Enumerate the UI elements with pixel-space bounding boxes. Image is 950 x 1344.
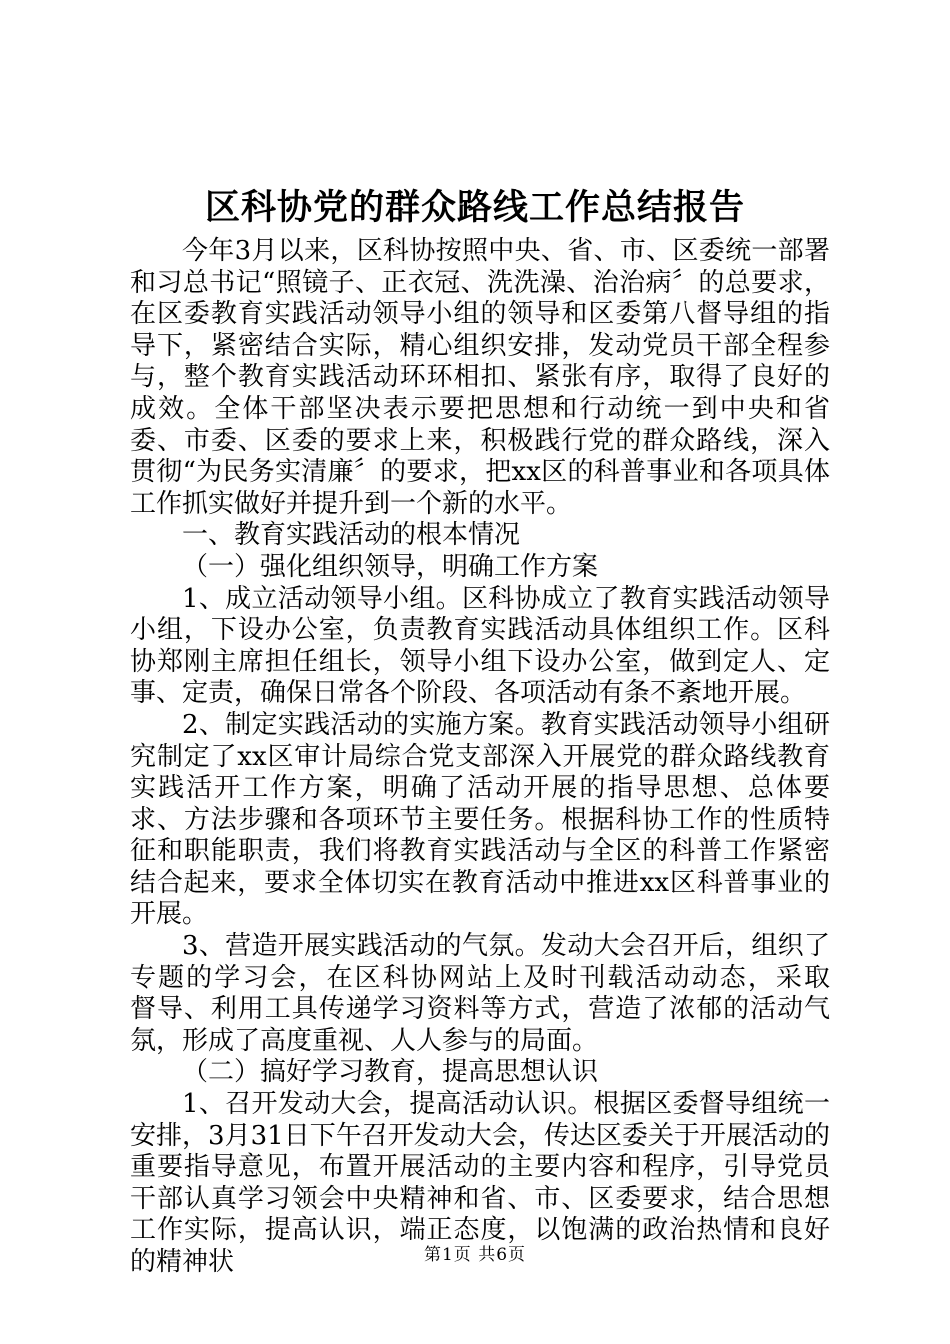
paragraph-item-1: 1、成立活动领导小组。区科协成立了教育实践活动领导小组，下设办公室，负责教育实践活动具体组织工作。区科协郑刚主席担任组长，领导小组下设办公室，做到定人、定事、定责，确保日常各个阶段、各项活动有条不紊地开展。 [130,583,830,709]
intro-paragraph: 今年3月以来，区科协按照中央、省、市、区委统一部署和习总书记“照镜子、正衣冠、洗洗澡、治治病〞的总要求，在区委教育实践活动领导小组的领导和区委第八督导组的指导下，紧密结合实际，精心组织安排，发动党员干部全程参与，整个教育实践活动环环相扣、紧张有序，取得了良好的成效。全体干部坚决表示要把思想和行动统一到中央和省委、市委、区委的要求上来，积极践行党的群众路线，深入贯彻“为民务实清廉〞的要求，把xx区的科普事业和各项具体工作抓实做好并提升到一个新的水平。 [130,236,830,519]
document-body [130,236,865,1279]
paragraph-item-3: 3、营造开展实践活动的气氛。发动大会召开后，组织了专题的学习会，在区科协网站上及时刊载活动动态，采取 督导、利用工具传递学习资料等方式，营造了浓郁的活动气氛，形成了高度重视、人人参与的局面。 [130,931,865,1056]
paragraph-item-2: 2、制定实践活动的实施方案。教育实践活动领导小组研究制定了xx区审计局综合党支部深入开展党的群众路线教育实践活开工作方案，明确了活动开展的指导思想、总体要求、方法步骤和各项环节主要任务。根据科协工作的性质特征和职能职责，我们将教育实践活动与全区的科普工作紧密结合起来，要求全体切实在教育活动中推进xx区科普事业的开展。 [130,709,830,930]
subsection-heading-1: （一）强化组织领导，明确工作方案 [182,551,599,582]
document-title: 区科协党的群众路线工作总结报告 [204,188,745,228]
page-footer: 第1页 共6页 [423,1245,527,1265]
section-heading-1: 一、教育实践活动的根本情况 [182,520,521,551]
subsection-heading-2: （二）搞好学习教育，提高思想认识 [182,1057,599,1088]
paragraph-item-4: 1、召开发动大会，提高活动认识。根据区委督导组统一安排，3月31日下午召开发动大会，传达区委关于开展活动的重要指导意见，布置开展活动的主要内容和程序，引导党员干部认真学习领会中央精神和省、市、区委要求，结合思想工作实际，提高认识，端正态度，以饱满的政治热情和良好的精神状 [130,1089,830,1277]
